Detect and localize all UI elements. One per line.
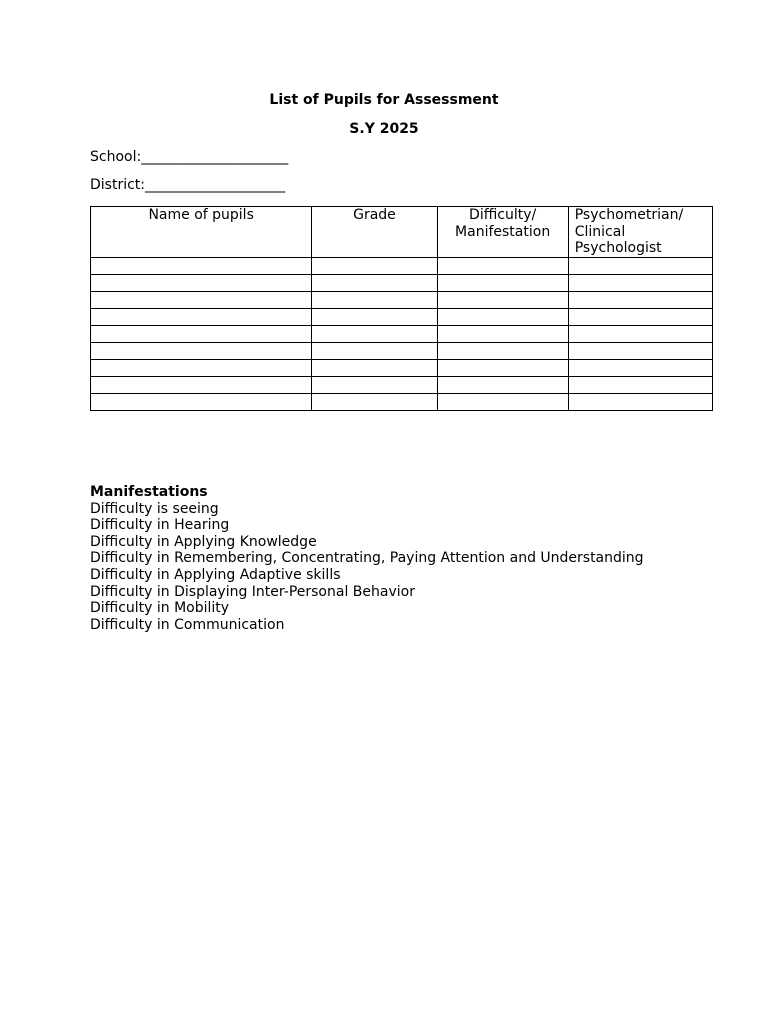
manifestation-item: Difficulty in Displaying Inter-Personal Behavior: [90, 583, 415, 600]
school-year: S.Y 2025: [349, 121, 419, 137]
table-body: [91, 257, 713, 410]
cell-name[interactable]: [91, 376, 312, 393]
manifestations-heading: Manifestations: [90, 484, 208, 500]
cell-grade[interactable]: [312, 393, 437, 410]
cell-name[interactable]: [91, 274, 312, 291]
cell-psychometrian[interactable]: [568, 342, 712, 359]
manifestations-section: [90, 484, 644, 633]
cell-name[interactable]: [91, 342, 312, 359]
cell-difficulty[interactable]: [437, 393, 568, 410]
table-header-row: [91, 207, 713, 258]
cell-difficulty[interactable]: [437, 325, 568, 342]
cell-grade[interactable]: [312, 376, 437, 393]
table-row: [91, 308, 713, 325]
manifestation-item: Difficulty is seeing: [90, 500, 219, 517]
manifestation-item: Difficulty in Mobility: [90, 600, 230, 617]
cell-difficulty[interactable]: [437, 342, 568, 359]
cell-psychometrian[interactable]: [568, 308, 712, 325]
header-difficulty-manifestation: Difficulty/ Manifestation: [437, 207, 568, 258]
cell-psychometrian[interactable]: [568, 376, 712, 393]
cell-grade[interactable]: [312, 274, 437, 291]
cell-psychometrian[interactable]: [568, 274, 712, 291]
cell-name[interactable]: [91, 308, 312, 325]
table-row: [91, 376, 713, 393]
manifestation-item: Difficulty in Remembering, Concentrating, Paying Attention and Understanding: [90, 550, 644, 567]
cell-psychometrian[interactable]: [568, 291, 712, 308]
cell-difficulty[interactable]: [437, 359, 568, 376]
cell-psychometrian[interactable]: [568, 393, 712, 410]
manifestation-item: Difficulty in Communication: [90, 616, 285, 633]
cell-difficulty[interactable]: [437, 291, 568, 308]
table-row: [91, 325, 713, 342]
cell-grade[interactable]: [312, 359, 437, 376]
table-row: [91, 257, 713, 274]
pupils-table: [90, 206, 713, 411]
cell-name[interactable]: [91, 325, 312, 342]
cell-grade[interactable]: [312, 325, 437, 342]
manifestation-item: Difficulty in Applying Adaptive skills: [90, 566, 341, 583]
cell-name[interactable]: [91, 257, 312, 274]
table-row: [91, 274, 713, 291]
cell-difficulty[interactable]: [437, 257, 568, 274]
cell-name[interactable]: [91, 393, 312, 410]
cell-name[interactable]: [91, 291, 312, 308]
cell-difficulty[interactable]: [437, 274, 568, 291]
cell-grade[interactable]: [312, 291, 437, 308]
cell-grade[interactable]: [312, 342, 437, 359]
table-row: [91, 359, 713, 376]
cell-grade[interactable]: [312, 308, 437, 325]
district-field: District:____________________: [90, 177, 286, 193]
table-row: [91, 393, 713, 410]
table-row: [91, 342, 713, 359]
manifestations-list: [90, 501, 644, 634]
cell-difficulty[interactable]: [437, 308, 568, 325]
table-row: [91, 291, 713, 308]
cell-psychometrian[interactable]: [568, 325, 712, 342]
cell-psychometrian[interactable]: [568, 257, 712, 274]
cell-difficulty[interactable]: [437, 376, 568, 393]
header-psychometrian: Psychometrian/ Clinical Psychologist: [568, 207, 712, 258]
document-title: List of Pupils for Assessment: [269, 92, 499, 108]
cell-name[interactable]: [91, 359, 312, 376]
manifestation-item: Difficulty in Hearing: [90, 517, 230, 534]
school-field: School:_____________________: [90, 149, 289, 165]
cell-psychometrian[interactable]: [568, 359, 712, 376]
header-name-of-pupils: Name of pupils: [91, 207, 312, 258]
manifestation-item: Difficulty in Applying Knowledge: [90, 533, 317, 550]
cell-grade[interactable]: [312, 257, 437, 274]
header-grade: Grade: [312, 207, 437, 258]
